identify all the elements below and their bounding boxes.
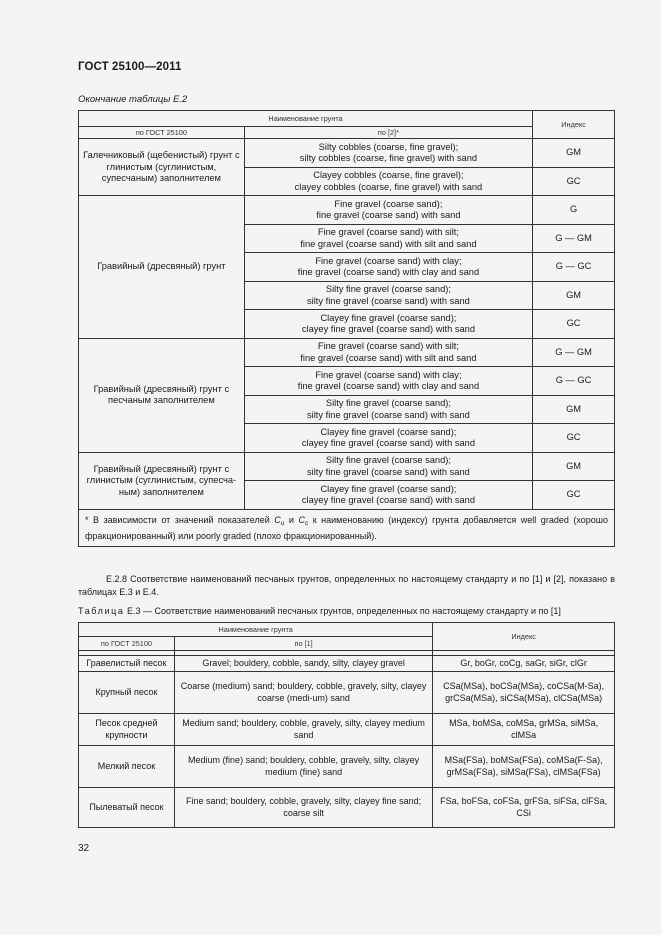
english-name-cell: Fine sand; bouldery, cobble, gravely, silty, clayey fine sand; coarse silt [174,788,432,828]
index-cell: GM [533,395,615,424]
table-row [79,714,615,746]
index-cell: Gr, boGr, coCg, saGr, siGr, clGr [433,656,615,672]
index-cell: MSa, boMSa, coMSa, grMSa, siMSa, clMSa [433,714,615,746]
english-name-cell: Clayey fine gravel (coarse sand); clayey fine gravel (coarse sand) with sand [244,424,532,453]
russian-name-cell: Пылеватый песок [79,788,175,828]
english-name-cell: Clayey fine gravel (coarse sand); clayey fine gravel (coarse sand) with sand [244,481,532,510]
index-cell: G — GM [533,338,615,367]
header-soil-name: Наименование грунта [79,111,533,127]
index-cell: G — GC [533,367,615,396]
index-cell: GC [533,167,615,196]
index-cell: G — GM [533,224,615,253]
header-by-gost: по ГОСТ 25100 [79,637,175,651]
group-name-cell: Гравийный (дресвяный) грунт с песчаным заполнителем [79,338,245,452]
english-name-cell: Fine gravel (coarse sand) with clay; fine gravel (coarse sand) with clay and sand [244,253,532,282]
index-cell: GM [533,452,615,481]
index-cell: G [533,196,615,225]
english-name-cell: Fine gravel (coarse sand); fine gravel (coarse sand) with sand [244,196,532,225]
group-name-cell: Гравийный (дресвяный) грунт [79,196,245,339]
header-by-ref: по [2]* [244,127,532,139]
paragraph-e28: Е.2.8 Соответствие наименований песчаных грунтов, определенных по настоящему стандарту и по [1] и [2], показано в таблицах Е.3 и Е.4. [78,574,615,597]
english-name-cell: Fine gravel (coarse sand) with silt; fine gravel (coarse sand) with silt and sand [244,224,532,253]
english-name-cell: Silty fine gravel (coarse sand); silty fine gravel (coarse sand) with sand [244,452,532,481]
russian-name-cell: Мелкий песок [79,746,175,788]
header-index: Индекс [433,623,615,651]
group-name-cell: Галечниковый (щебенистый) грунт с глинистым (суглинистым, супесчаным) заполнителем [79,139,245,196]
english-name-cell: Clayey fine gravel (coarse sand); clayey fine gravel (coarse sand) with sand [244,310,532,339]
english-name-cell: Fine gravel (coarse sand) with silt; fine gravel (coarse sand) with silt and sand [244,338,532,367]
english-name-cell: Coarse (medium) sand; bouldery, cobble, gravely, silty, clayey coarse (medi-um) sand [174,672,432,714]
table-row [79,196,615,225]
table-footnote: * В зависимости от значений показателей $C_u$ и $C_c$ к наименованию (индексу) грунта добавляется well graded (хорошо фракционированный) или poorly graded (плохо фракционированный). [79,509,615,546]
index-cell: GC [533,481,615,510]
table-row [79,656,615,672]
index-cell: MSa(FSa), boMSa(FSa), coMSa(F-Sa), grMSa(FSa), siMSa(FSa), clMSa(FSa) [433,746,615,788]
english-name-cell: Silty fine gravel (coarse sand); silty fine gravel (coarse sand) with sand [244,281,532,310]
index-cell: GM [533,281,615,310]
index-cell: GC [533,424,615,453]
index-cell: GM [533,139,615,168]
russian-name-cell: Песок средней крупности [79,714,175,746]
header-soil-name: Наименование грунта [79,623,433,637]
table-e3-caption: Таблица Е.3 — Соответствие наименований песчаных грунтов, определенных по настоящему стандарту и по [1] [78,606,561,616]
table-row [79,139,615,168]
english-name-cell: Gravel; bouldery, cobble, sandy, silty, clayey gravel [174,656,432,672]
document-header: ГОСТ 25100—2011 [78,61,182,73]
english-name-cell: Silty cobbles (coarse, fine gravel); silty cobbles (coarse, fine gravel) with sand [244,139,532,168]
group-name-cell: Гравийный (дресвяный) грунт с глинистым (суглинистым, супесча-ным) заполнителем [79,452,245,509]
russian-name-cell: Крупный песок [79,672,175,714]
table-e2-continuation [78,110,615,547]
english-name-cell: Clayey cobbles (coarse, fine gravel); clayey cobbles (coarse, fine gravel) with sand [244,167,532,196]
header-by-gost: по ГОСТ 25100 [79,127,245,139]
english-name-cell: Medium sand; bouldery, cobble, gravely, silty, clayey medium sand [174,714,432,746]
index-cell: GC [533,310,615,339]
table-continuation-caption: Окончание таблицы Е.2 [78,94,188,105]
table-row [79,452,615,481]
index-cell: CSa(MSa), boCSa(MSa), coCSa(M-Sa), grCSa(MSa), siCSa(MSa), clCSa(MSa) [433,672,615,714]
table-row [79,746,615,788]
header-by-ref: по [1] [174,637,432,651]
page-number: 32 [78,843,90,854]
table-e3 [78,622,615,828]
table-row [79,672,615,714]
table-row [79,788,615,828]
index-cell: FSa, boFSa, coFSa, grFSa, siFSa, clFSa, CSi [433,788,615,828]
russian-name-cell: Гравелистый песок [79,656,175,672]
index-cell: G — GC [533,253,615,282]
english-name-cell: Silty fine gravel (coarse sand); silty fine gravel (coarse sand) with sand [244,395,532,424]
table-row [79,338,615,367]
english-name-cell: Medium (fine) sand; bouldery, cobble, gravely, silty, clayey medium (fine) sand [174,746,432,788]
header-index: Индекс [533,111,615,139]
english-name-cell: Fine gravel (coarse sand) with clay; fine gravel (coarse sand) with clay and sand [244,367,532,396]
